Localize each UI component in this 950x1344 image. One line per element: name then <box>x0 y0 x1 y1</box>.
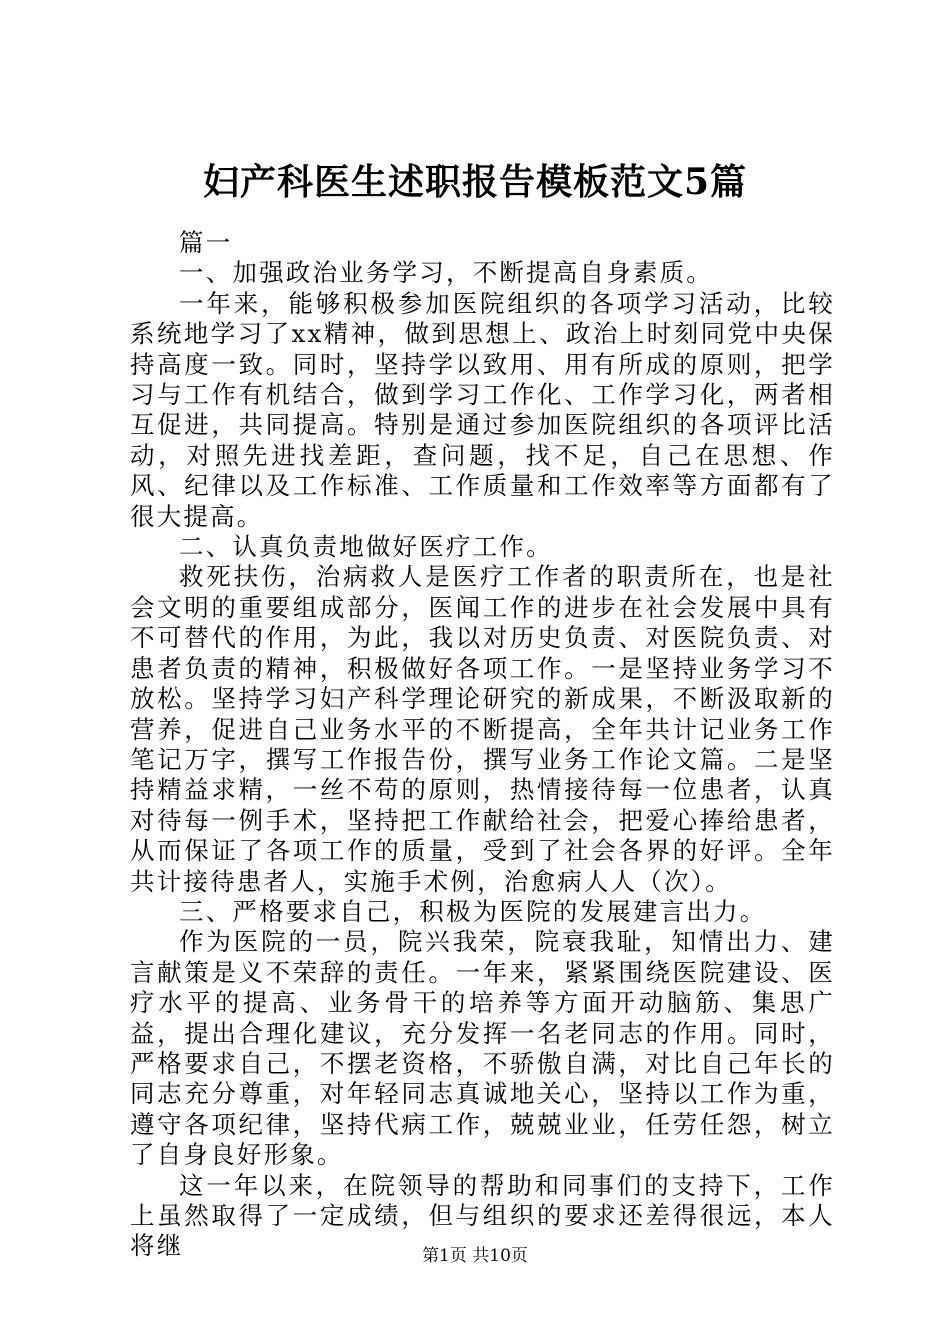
section-heading-2: 二、认真负责地做好医疗工作。 <box>179 532 553 562</box>
section-heading-1: 一、加强政治业务学习，不断提高自身素质。 <box>179 258 713 288</box>
section-label: 篇一 <box>179 228 233 257</box>
document-title: 妇产科医生述职报告模板范文5篇 <box>202 161 748 203</box>
body-paragraph-4: 这一年以来，在院领导的帮助和同事们的支持下，工作上虽然取得了一定成绩，但与组织的要求还差得很远，本人将继 <box>130 1170 835 1261</box>
body-paragraph-2: 救死扶伤，治病救人是医疗工作者的职责所在，也是社会文明的重要组成部分，医闻工作的进步在社会发展中具有不可替代的作用，为此，我以对历史负责、对医院负责、对患者负责的精神，积极做好各项工作。一是坚持业务学习不放松。坚持学习妇产科学理论研究的新成果，不断汲取新的营养，促进自己业务水平的不断提高，全年共计记业务工作笔记万字，撰写工作报告份，撰写业务工作论文篇。二是坚持精益求精，一丝不苟的原则，热情接待每一位患者，认真对待每一例手术，坚持把工作献给社会，把爱心捧给患者，从而保证了各项工作的质量，受到了社会各界的好评。全年共计接待患者人，实施手术例，治愈病人人（次）。 <box>130 562 835 896</box>
document-body <box>130 228 835 1262</box>
body-paragraph-3: 作为医院的一员，院兴我荣，院衰我耻，知情出力、建言献策是义不荣辞的责任。一年来，紧紧围绕医院建设、医疗水平的提高、业务骨干的培养等方面开动脑筋、集思广益，提出合理化建议，充分发挥一名老同志的作用。同时，严格要求自己，不摆老资格，不骄傲自满，对比自己年长的同志充分尊重，对年轻同志真诚地关心，坚持以工作为重，遵守各项纪律，坚持代病工作，兢兢业业，任劳任怨，树立了自身良好形象。 <box>130 927 835 1170</box>
body-paragraph-1: 一年来，能够积极参加医院组织的各项学习活动，比较系统地学习了xx精神，做到思想上、政治上时刻同党中央保持高度一致。同时，坚持学以致用、用有所成的原则，把学习与工作有机结合，做到学习工作化、工作学习化，两者相互促进，共同提高。特别是通过参加医院组织的各项评比活动，对照先进找差距，查问题，找不足，自己在思想、作风、纪律以及工作标准、工作质量和工作效率等方面都有了很大提高。 <box>130 288 835 531</box>
page-number-footer: 第1页 共10页 <box>422 1246 528 1266</box>
section-heading-3: 三、严格要求自己，积极为医院的发展建言出力。 <box>179 896 767 926</box>
